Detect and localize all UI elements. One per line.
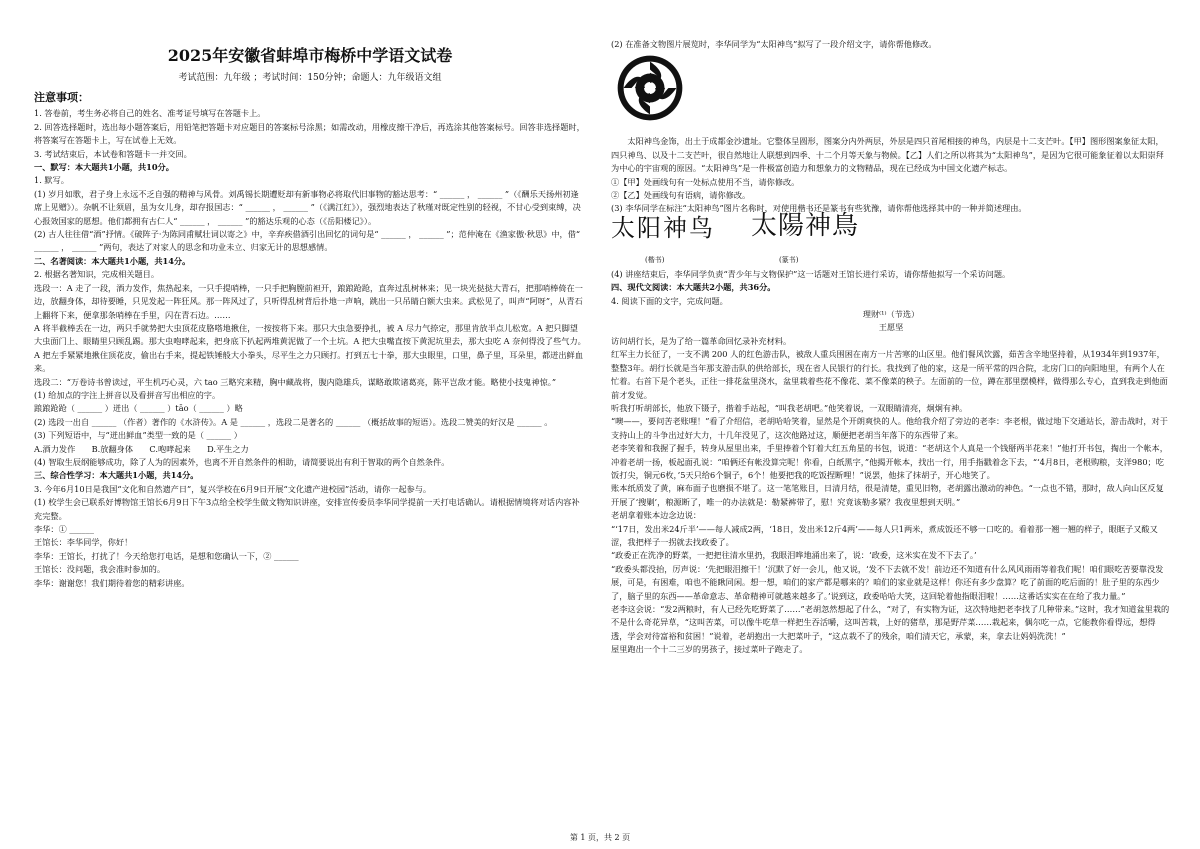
paragraph: 李华：① ______	[34, 524, 94, 534]
paragraph: (1) 校学生会已联系好博物馆王馆长6月9日下午3点给全校学生做文物知识讲座，安排宣传委员李华同学提前一天打电话确认。请根据情境将对话内容补充完整。	[34, 497, 580, 521]
paragraph: “政委正在洗净的野菜，一把把往清水里扔，我眼泪哗地涌出来了，说：‘政委，这米实在发不下去了。’	[611, 550, 977, 561]
paragraph: “政委头都没抬，厉声说：‘先把眼泪擦干！’沉默了好一会儿，他又说，‘发不下去就不发！前边还不知道有什么风风雨雨等着我们呢！咱们眼吃苦要靠没发展，可是，有困难，咱也不能瞅同闲。想一想，咱们的家产都是哪来的？咱们的家业就是这样！你还有多少盘算？吃了前面的吃后面的！肚子里的东西少了，脑子里的东西——革命意志、革命精神可就越来越多了。’说到这，政委哈哈大笑，这回轮着他指眼泪啦！……这番话实实在在给了我力量。”	[611, 563, 1164, 601]
paragraph: 王愿坚	[878, 322, 904, 333]
left-body	[34, 161, 586, 590]
paragraph: (3) 下列短语中，与“迸出鲜血”类型一致的是（ ______ ）	[34, 430, 242, 441]
paragraph: (4) 智取生辰纲能够成功，除了人为的因素外，也离不开自然条件的相助，请简要说出有利于智取的两个自然条件。	[34, 456, 450, 467]
paragraph: 踉踉跄跄（ ______ ）迸出（ ______ ）tāo（ ______ ）略	[34, 403, 243, 414]
exam-title: 2025年安徽省蚌埠市梅桥中学语文试卷	[167, 46, 453, 65]
paragraph: “‘17日，发出米24斤半’——每人减成2两，‘18日，发出米12斤4两’——每人只1两米，煮成饭还不够一口吃的。看着那一翘一翘的样子，眼眶子又酸又涩，我把样子一拐就去找政委了。	[611, 523, 1158, 547]
paragraph: 4. 阅读下面的文字，完成问题。	[611, 295, 728, 306]
paragraph: (1) 岁月如歌，君子身上永远不乏自强的精神与风骨。刘禹锡长期遭贬却有新事物必将取代旧事物的豁达思考：“ ______ ， ______ ”（《酬乐天扬州初逢席上见赠》）。杂帆不让须眉，虽为女儿身，却存报国志：“ ______ ， ______ ”（《满江红》），强烈地表达了秋瑾对既定性别的轻视，不甘心受到束缚，决心报效国家的愿想。他们都拥有古仁人“ ______ ， ______ ”的豁达乐观的心态（《岳阳楼记》）。	[34, 188, 581, 226]
right-column	[611, 0, 1171, 657]
section-heading: 四、现代文阅读：本大题共2小题，共36分。	[611, 282, 776, 293]
right-top	[611, 38, 1171, 51]
paragraph: (2) 古人往往借“酒”抒情。《破阵子·为陈同甫赋壮词以寄之》中，辛弃疾借酒引出回忆的词句是“ ______ ， ______ ”；范仲淹在《渔家傲·秋思》中，借“ ______ ， ______ ”两句，表达了对家人的思念和功业未立、归家无计的思想感情。	[34, 229, 581, 253]
paragraph: 老李这会说：“发2两粮时，有人已经先吃野菜了……”老胡忽然想起了什么，“对了，有实物为证，这次特地把老李找了几种带来。”这时，我才知道盆里栽的不是什么奇花异草，“这叫苦菜，可以像牛吃草一样把生吞活嚼，这叫苦栽，上好的猪草，那是野芹菜……栽起来，偶尔吃一点，它能教你看得远，想得透，学会对待富裕和贫困！”说着，老胡抱出一大把菜叶子，“这点栽不了的残余，咱们清天它，承蒙，来，拿去让妈妈洗洗！”	[611, 604, 1170, 641]
paragraph: ②【乙】处画线句有语病，请你修改。	[611, 190, 751, 201]
kaishu-title: 太阳神鸟	[611, 213, 715, 242]
paragraph: (2) 选段一出自 ______ （作者）著作的《水浒传》。A 是 ______ ，选段二是著名的 ______ （概括故事的短语）。选段二赞美的好汉是 ______ 。	[34, 416, 553, 427]
section-heading: 二、名著阅读：本大题共1小题，共14分。	[34, 255, 191, 266]
paragraph: 老李笑着和我握了握手，转身从屋里出来，手里捧着个钉着大红五角星的书包，说道：“老胡这个人真是一个钱掰两半花来！”他打开书包，掏出一个帐本，冲着老胡一扬，板起面孔说：“咱俩还有帐没算完呢！你看，白纸黑字，”他揭开帐本，找出一行，用手指戳着念下去，“‘4月8日，老根购粮，支洋980；吃饭打尖，铜元6枚，’5天只给6个铜子，6个！他要把我的吃饭捏断哩！”说罢，他抹了抹胡子，开心地笑了。	[611, 443, 1168, 480]
left-column	[34, 0, 586, 590]
paragraph: 太阳神鸟金饰，出土于成都金沙遗址。它整体呈圆形，图案分内外两层，外层是四只首尾相接的神鸟，内层是十二支芒叶。【甲】图形图案象征太阳，四只神鸟、以及十二支芒叶，很自然地让人联想到四季、十二个月等天象与物候。【乙】人们之所以将其为“太阳神鸟”，是因为它很可能象征着以太阳崇拜为中心的宇宙观的原因。“太阳神鸟”是一件极富创造力和想象力的文物精品，现在已经成为中国文化遗产标志。	[611, 136, 1164, 174]
notice-item: 2. 回答选择题时，选出每小题答案后，用铅笔把答题卡对应题目的答案标号涂黑；如需改动，用橡皮擦干净后，再选涂其他答案标号。回答非选择题时，将答案写在答题卡上，写在试卷上无效。	[34, 121, 585, 146]
zhuanshu-caption: (篆书)	[779, 255, 799, 264]
paragraph: 2. 根据名著知识，完成相关题目。	[34, 269, 160, 280]
paragraph: (2) 在准备文物图片展览时，李华同学为“太阳神鸟”拟写了一段介绍文字，请你帮他修改。	[611, 39, 937, 49]
section-heading: 三、综合性学习：本大题共1小题，共14分。	[34, 470, 199, 481]
sun-bird-emblem	[617, 55, 683, 121]
paragraph: (4) 讲座结束后，李华同学负责“青少年与文物保护”这一话题对王馆长进行采访，请你帮他拟写一个采访问题。	[611, 268, 1011, 279]
paragraph: 老胡拿着账本边念边说：	[611, 510, 702, 521]
paragraph: 听我打听胡部长，他放下镊子，揩着手站起，“叫我老胡吧。”他笑着说，一双眼睛清亮，炯炯有神。	[611, 402, 968, 413]
paragraph: 王馆长：李华同学，你好！	[34, 537, 133, 548]
paragraph: “噢——，要问苦老账哩！”看了介绍信，老胡哈哈笑着，显然是个开朗爽快的人。他给我介绍了旁边的老李：李老根，做过地下交通站长，游击战时，对于支持山上的斗争出过好大力，十几年没见了，这次他路过这，顺便把老胡当年落下的东西带了来。	[611, 416, 1168, 440]
paragraph: 选段二：“万卷诗书曾读过，平生机巧心灵，六 tao 三略究来精，胸中藏战将，腹内隐雄兵，谋略敢欺诸葛亮，陈平岂敌才能。略使小技鬼神惊。”	[34, 376, 557, 387]
paragraph: A 将半截棒丢在一边，两只手就势把大虫顶花皮胳嗒地揪住，一按按将下来。那只大虫急要挣扎，被 A 尽力气捺定，那里肯放半点儿松宽。A 把只脚望大虫面门上、眼睛里只顾乱踢。那大虫咆哮起来，把身底下扒起两堆黄泥做了一个土坑。A 把大虫嘴直按下黄泥坑里去，那大虫吃 A 奈何得没了些气力。A 把左手紧紧地揪住顶花皮，偷出右手来，提起铁锤般大小拳头，尽平生之力只顾打。打到五七十拳，那大虫眼里，口里，鼻子里，耳朵里，都迸出鲜血来。	[34, 322, 586, 374]
paragraph: ①【甲】处画线句有一处标点使用不当，请你修改。	[611, 176, 800, 187]
notice-item: 3. 考试结束后，本试卷和答题卡一并交回。	[34, 148, 192, 159]
zhuanshu-title: 太陽神鳥	[751, 210, 860, 241]
notice-heading: 注意事项：	[34, 91, 89, 105]
paragraph: 理财⁽¹⁾（节选）	[862, 309, 920, 320]
right-bottom	[611, 268, 1171, 657]
paragraph: 红军主力长征了，一支不满 200 人的红色游击队，被敌人重兵围困在南方一片苦寒的山区里。他们餐风饮露，茹苦含辛地坚持着，从1934年到1937年，整整3年。胡行长就是当年那支游击队的供给部长，现在省人民银行的行长。我找到了他的家，这是一所平常的四合院，北房门口的向阳地里，有两个人在忙着。右首下是个老头，正往一排花盆里浇水，盆里栽着些花不像花、菜不像菜的秧子。左面前的一位，蹲在那里摆模样，做得那么专心，直到我走到他面前才发觉。	[611, 349, 1168, 400]
paragraph: 选段一：A 走了一段，酒力发作，焦热起来，一只手提哨棒，一只手把胸膛前袒开，踉踉跄跄，直奔过乱树林来；见一块光挞挞大青石，把那哨棒倚在一边，放翻身体，却待要睡，只见发起一阵狂风。那一阵风过了，只听得乱树背后扑地一声响，跳出一只吊睛白额大虫来。武松见了，叫声“阿呀”，从青石上翻将下来，便拿那条哨棒在手里，闪在青石边。……	[34, 282, 583, 320]
calligraphy-row	[611, 210, 1171, 268]
paragraph: (3) 李华同学在标注“太阳神鸟”图片名称时，对使用楷书还是篆书有些犹豫，请你帮他选择其中的一种并简述理由。	[611, 203, 1027, 214]
sun-bird-image-row	[611, 55, 1171, 133]
paragraph: 访问胡行长，是为了给一篇革命回忆录补充材料。	[611, 335, 792, 346]
kaishu-caption: (楷书)	[645, 255, 665, 264]
paragraph: 1. 默写。	[34, 175, 69, 186]
paragraph: 屋里跑出一个十二三岁的男孩子，接过菜叶子跑走了。	[611, 644, 808, 655]
paragraph: 账本纸质发了黄，麻布面子也磨损不堪了。这一笔笔账目，日清月结，很是清楚，重见旧物，老胡露出激动的神色。“一点也不错，那时，敌人向山区反复开展了‘搜剿’，粮源断了，唯一的办法就是：勒紧裤带了，慰！究竟该勒多紧？我夜里想到天明。”	[611, 483, 1164, 507]
paragraph: 李华：王馆长，打扰了！今天给您打电话，是想和您确认一下，② ______	[34, 550, 299, 561]
right-mid	[611, 135, 1171, 215]
paragraph: 3. 今年6月10日是我国“文化和自然遗产日”，复兴学校在6月9日开展“文化遗产进校园”活动，请你一起参与。	[34, 483, 432, 494]
page-footer: 第 1 页，共 2 页	[569, 833, 631, 842]
paragraph: 李华：谢谢您！我们期待着您的精彩讲座。	[34, 577, 190, 588]
notice-item: 1. 答卷前，考生务必将自己的姓名、准考证号填写在答题卡上。	[34, 108, 266, 119]
paragraph: (1) 给加点的字注上拼音以及看拼音写出相应的字。	[34, 389, 221, 400]
paragraph: A.酒力发作 B.放翻身体 C.咆哮起来 D.平生之力	[34, 443, 249, 454]
section-heading: 一、默写：本大题共1小题，共10分。	[34, 162, 174, 173]
exam-meta: 考试范围：九年级 ；考试时间：150分钟；命题人：九年级语文组	[178, 73, 442, 83]
paragraph: 王馆长：没问题，我会准时参加的。	[34, 564, 166, 575]
